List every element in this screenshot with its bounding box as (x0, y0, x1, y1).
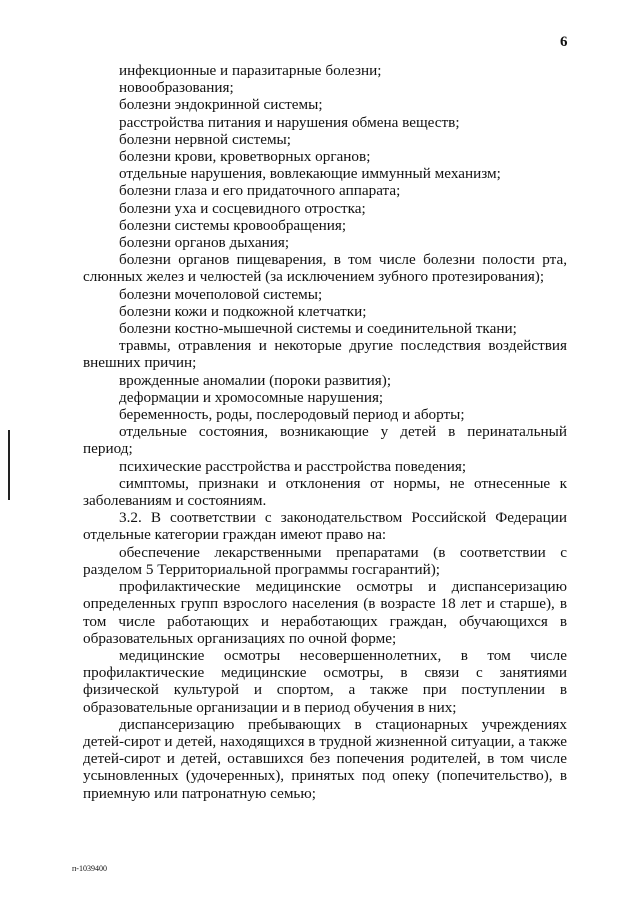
page-number: 6 (560, 34, 568, 50)
list-item: отдельные состояния, возникающие у детей в перинатальный период; (83, 423, 567, 458)
list-item: болезни эндокринной системы; (119, 96, 323, 114)
list-item: расстройства питания и нарушения обмена веществ; (119, 113, 460, 131)
list-item: беременность, роды, послеродовый период и аборты; (119, 406, 465, 424)
list-item: болезни органов пищеварения, в том числе болезни полости рта, слюнных желез и челюстей (за исключением зубного протезирования); (83, 251, 567, 286)
section-3-2-item: медицинские осмотры несовершеннолетних, в том числе профилактические медицинские осмотры, в связи с занятиями физической культурой и спортом, а также при поступлении в образовательные организации и в период обучения в них; (83, 646, 567, 716)
margin-mark (8, 430, 10, 500)
list-item: болезни костно-мышечной системы и соединительной ткани; (119, 320, 517, 338)
list-item: болезни уха и сосцевидного отростка; (119, 199, 366, 217)
document-body (83, 62, 567, 802)
list-item: болезни глаза и его придаточного аппарата; (119, 182, 401, 200)
list-item: травмы, отравления и некоторые другие последствия воздействия внешних причин; (83, 337, 567, 372)
list-item: болезни нервной системы; (119, 130, 291, 148)
list-item: болезни кожи и подкожной клетчатки; (119, 302, 367, 320)
section-3-2-item: обеспечение лекарственными препаратами (в соответствии с разделом 5 Территориальной программы госгарантий); (83, 543, 567, 578)
list-item: инфекционные и паразитарные болезни; (119, 62, 382, 79)
list-item: врожденные аномалии (пороки развития); (119, 371, 392, 389)
list-item: болезни мочеполовой системы; (119, 285, 323, 303)
list-item: симптомы, признаки и отклонения от нормы, не отнесенные к заболеваниям и состояниям. (83, 474, 567, 510)
list-item: новообразования; (119, 79, 234, 97)
section-3-2-item: профилактические медицинские осмотры и диспансеризацию определенных групп взрослого населения (в возрасте 18 лет и старше), в том числе работающих и неработающих граждан, обучающихся в образовательных организациях по очной форме; (83, 578, 567, 647)
section-3-2-item: диспансеризацию пребывающих в стационарных учреждениях детей-сирот и детей, находящихся в трудной жизненной ситуации, а также детей-сирот и детей, оставшихся без попечения родителей, в том числе усыновленных (удочеренных), принятых под опеку (попечительство), в приемную или патронатную семью; (83, 715, 567, 802)
list-item: болезни системы кровообращения; (119, 216, 347, 234)
section-3-2-intro: 3.2. В соответствии с законодательством Российской Федерации отдельные категории граждан имеют право на: (83, 509, 567, 544)
list-item: психические расстройства и расстройства поведения; (119, 457, 467, 475)
list-item: деформации и хромосомные нарушения; (119, 388, 384, 406)
footer-code: п-1039400 (72, 864, 107, 873)
list-item: болезни органов дыхания; (119, 234, 290, 252)
list-item: болезни крови, кроветворных органов; (119, 148, 371, 166)
list-item: отдельные нарушения, вовлекающие иммунный механизм; (119, 165, 501, 183)
